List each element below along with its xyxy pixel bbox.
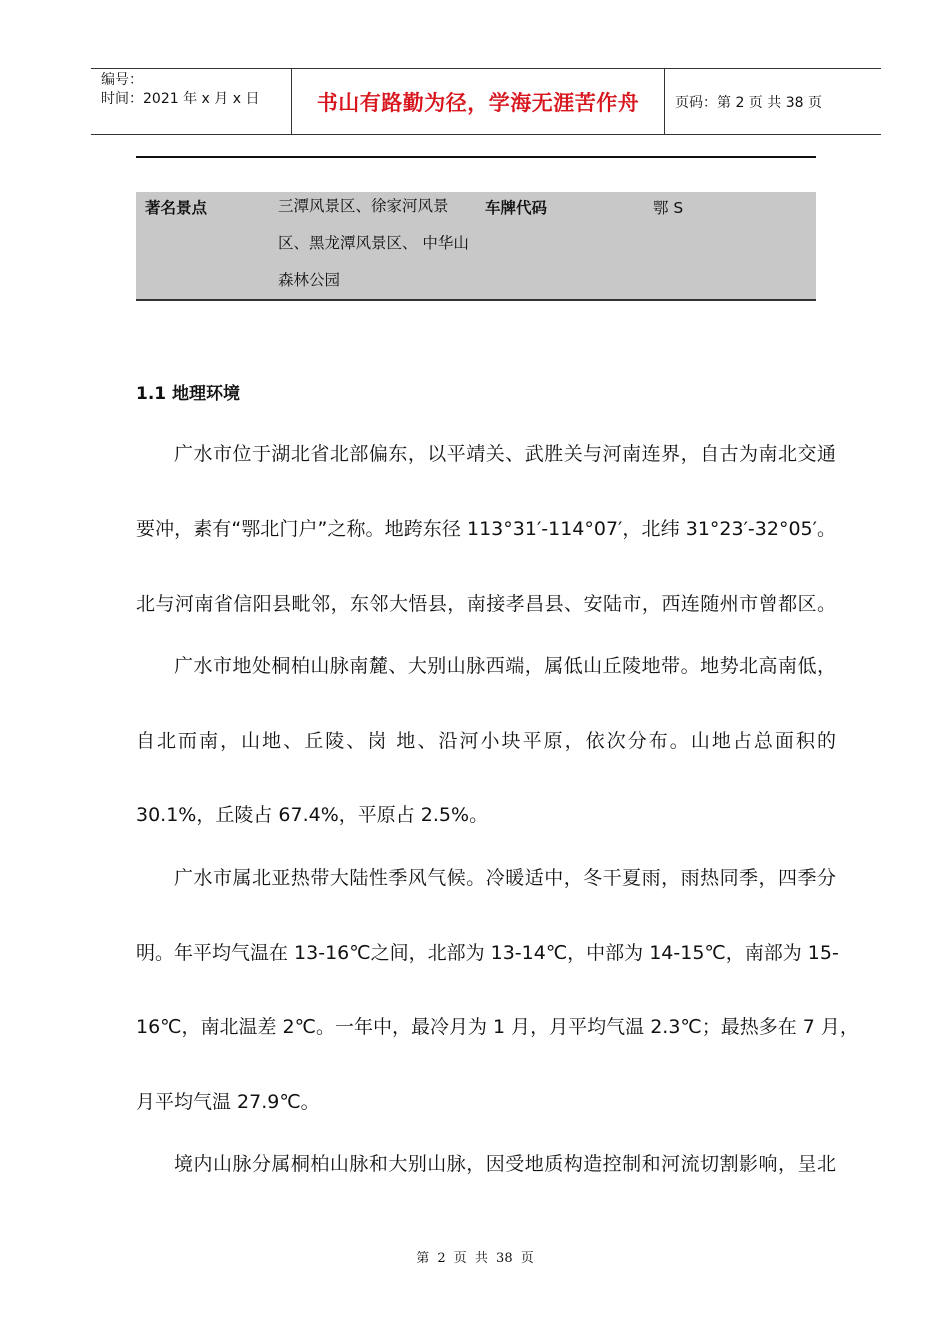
page-label: 页码：第 2 页 共 38 页 bbox=[675, 95, 822, 111]
section-title: 1.1 地理环境 bbox=[136, 384, 241, 404]
body-line: 要冲，素有“鄂北门户”之称。地跨东径 113°31′-114°07′，北纬 31°23′-32°05′。 bbox=[136, 518, 836, 540]
serial-label: 编号： bbox=[101, 72, 143, 88]
body-line: 16℃，南北温差 2℃。一年中，最冷月为 1 月，月平均气温 2.3℃；最热多在 7 月， bbox=[136, 1016, 859, 1038]
header-meta-cell bbox=[91, 69, 292, 135]
body-line: 30.1%，丘陵占 67.4%，平原占 2.5%。 bbox=[136, 804, 489, 826]
document-header bbox=[91, 68, 881, 135]
body-line: 广水市地处桐柏山脉南麓、大别山脉西端，属低山丘陵地带。地势北高南低， bbox=[174, 655, 836, 677]
info-table bbox=[136, 192, 816, 301]
page-footer: 第 2 页 共 38 页 bbox=[416, 1251, 534, 1266]
horizontal-rule bbox=[136, 156, 816, 158]
info-key-attractions: 著名景点 bbox=[145, 199, 208, 217]
body-line: 广水市属北亚热带大陆性季风气候。冷暖适中，冬干夏雨，雨热同季，四季分 bbox=[174, 867, 836, 889]
body-line: 月平均气温 27.9℃。 bbox=[136, 1091, 320, 1113]
time-label: 时间：2021 年 x 月 x 日 bbox=[101, 91, 260, 107]
info-value-plate-code: 鄂 S bbox=[653, 199, 684, 217]
info-value-attractions: 三潭风景区、徐家河风景区、黑龙潭风景区、 中华山森林公园 bbox=[278, 197, 469, 289]
body-line: 自北而南，山地、丘陵、岗 地、沿河小块平原，依次分布。山地占总面积的 bbox=[136, 730, 836, 752]
info-key-plate-code: 车牌代码 bbox=[485, 199, 548, 217]
body-line: 广水市位于湖北省北部偏东，以平靖关、武胜关与河南连界，自古为南北交通 bbox=[174, 443, 836, 465]
body-line: 境内山脉分属桐柏山脉和大别山脉，因受地质构造控制和河流切割影响，呈北 bbox=[174, 1153, 836, 1175]
motto: 书山有路勤为径，学海无涯苦作舟 bbox=[292, 69, 665, 135]
body-line: 北与河南省信阳县毗邻，东邻大悟县，南接孝昌县、安陆市，西连随州市曾都区。 bbox=[136, 593, 836, 615]
body-line: 明。年平均气温在 13-16℃之间，北部为 13-14℃，中部为 14-15℃，南部为 15- bbox=[136, 942, 839, 964]
